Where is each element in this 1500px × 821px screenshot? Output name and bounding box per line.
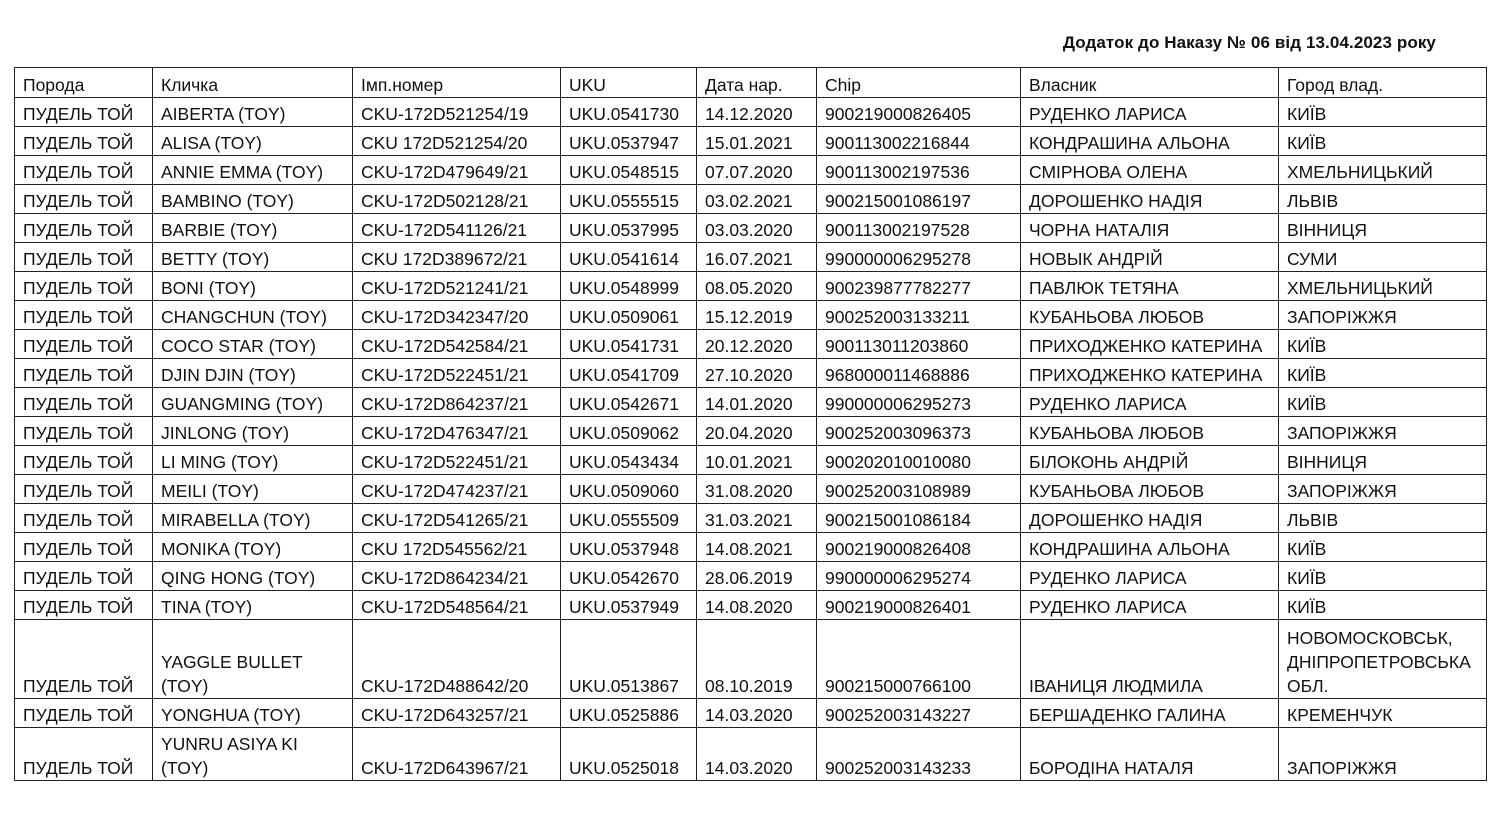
owner-cell: СМІРНОВА ОЛЕНА <box>1021 156 1279 185</box>
import-number-cell: CKU 172D545562/21 <box>353 533 561 562</box>
owner-cell: РУДЕНКО ЛАРИСА <box>1021 562 1279 591</box>
breed-cell: ПУДЕЛЬ ТОЙ <box>15 533 153 562</box>
birth-date-cell: 14.01.2020 <box>697 388 817 417</box>
import-number-cell: CKU 172D521254/20 <box>353 127 561 156</box>
import-number-cell: CKU-172D521241/21 <box>353 272 561 301</box>
dog-name-cell <box>153 620 353 699</box>
owner-cell: ДОРОШЕНКО НАДІЯ <box>1021 504 1279 533</box>
chip-cell: 900113011203860 <box>817 330 1021 359</box>
breed-cell: ПУДЕЛЬ ТОЙ <box>15 475 153 504</box>
table-row <box>15 214 1487 243</box>
chip-cell: 900252003143227 <box>817 699 1021 728</box>
city-cell: КИЇВ <box>1279 388 1487 417</box>
birth-date-cell: 20.12.2020 <box>697 330 817 359</box>
city-cell-line: ОБЛ. <box>1287 676 1329 696</box>
uku-cell: UKU.0541731 <box>561 330 697 359</box>
import-number-cell: CKU-172D488642/20 <box>353 620 561 699</box>
uku-cell: UKU.0509062 <box>561 417 697 446</box>
column-header: Імп.номер <box>353 68 561 98</box>
chip-cell: 900219000826401 <box>817 591 1021 620</box>
table-row <box>15 127 1487 156</box>
dog-name-cell: ANNIE EMMA (TOY) <box>153 156 353 185</box>
owner-cell: НОВЫК АНДРІЙ <box>1021 243 1279 272</box>
table-row <box>15 504 1487 533</box>
chip-cell: 900113002216844 <box>817 127 1021 156</box>
owner-cell: ПАВЛЮК ТЕТЯНА <box>1021 272 1279 301</box>
dog-name-cell: LI MING (TOY) <box>153 446 353 475</box>
import-number-cell: CKU-172D522451/21 <box>353 359 561 388</box>
city-cell: КИЇВ <box>1279 533 1487 562</box>
breed-cell: ПУДЕЛЬ ТОЙ <box>15 446 153 475</box>
chip-cell: 900252003096373 <box>817 417 1021 446</box>
uku-cell: UKU.0509060 <box>561 475 697 504</box>
import-number-cell: CKU-172D864234/21 <box>353 562 561 591</box>
uku-cell: UKU.0537948 <box>561 533 697 562</box>
dog-registry-table <box>14 67 1487 781</box>
chip-cell: 900215001086197 <box>817 185 1021 214</box>
dog-name-cell: BETTY (TOY) <box>153 243 353 272</box>
owner-cell: РУДЕНКО ЛАРИСА <box>1021 98 1279 127</box>
birth-date-cell: 07.07.2020 <box>697 156 817 185</box>
column-header: Город влад. <box>1279 68 1487 98</box>
birth-date-cell: 15.12.2019 <box>697 301 817 330</box>
breed-cell: ПУДЕЛЬ ТОЙ <box>15 301 153 330</box>
table-row <box>15 699 1487 728</box>
breed-cell: ПУДЕЛЬ ТОЙ <box>15 417 153 446</box>
import-number-cell: CKU-172D502128/21 <box>353 185 561 214</box>
dog-name-cell-line: YAGGLE BULLET <box>161 652 303 672</box>
city-cell: КИЇВ <box>1279 98 1487 127</box>
city-cell: ХМЕЛЬНИЦЬКИЙ <box>1279 156 1487 185</box>
chip-cell: 990000006295273 <box>817 388 1021 417</box>
city-cell-line: ДНІПРОПЕТРОВСЬКА <box>1287 652 1471 672</box>
chip-cell: 900202010010080 <box>817 446 1021 475</box>
column-header: Порода <box>15 68 153 98</box>
owner-cell: ПРИХОДЖЕНКО КАТЕРИНА <box>1021 330 1279 359</box>
birth-date-cell: 10.01.2021 <box>697 446 817 475</box>
birth-date-cell: 16.07.2021 <box>697 243 817 272</box>
birth-date-cell: 31.08.2020 <box>697 475 817 504</box>
breed-cell: ПУДЕЛЬ ТОЙ <box>15 359 153 388</box>
chip-cell: 900239877782277 <box>817 272 1021 301</box>
table-row <box>15 98 1487 127</box>
import-number-cell: CKU-172D474237/21 <box>353 475 561 504</box>
breed-cell: ПУДЕЛЬ ТОЙ <box>15 504 153 533</box>
table-row <box>15 620 1487 699</box>
city-cell: КРЕМЕНЧУК <box>1279 699 1487 728</box>
chip-cell: 900252003133211 <box>817 301 1021 330</box>
birth-date-cell: 20.04.2020 <box>697 417 817 446</box>
table-row <box>15 591 1487 620</box>
dog-name-cell: COCO STAR (TOY) <box>153 330 353 359</box>
dog-name-cell: ALISA (TOY) <box>153 127 353 156</box>
dog-name-cell <box>153 728 353 781</box>
birth-date-cell: 03.03.2020 <box>697 214 817 243</box>
import-number-cell: CKU-172D864237/21 <box>353 388 561 417</box>
chip-cell: 900252003108989 <box>817 475 1021 504</box>
table-row <box>15 728 1487 781</box>
dog-name-cell: QING HONG (TOY) <box>153 562 353 591</box>
table-row <box>15 243 1487 272</box>
table-row <box>15 359 1487 388</box>
uku-cell: UKU.0542671 <box>561 388 697 417</box>
birth-date-cell: 03.02.2021 <box>697 185 817 214</box>
uku-cell: UKU.0537949 <box>561 591 697 620</box>
column-header: UKU <box>561 68 697 98</box>
uku-cell: UKU.0548999 <box>561 272 697 301</box>
table-row <box>15 301 1487 330</box>
birth-date-cell: 08.10.2019 <box>697 620 817 699</box>
import-number-cell: CKU-172D342347/20 <box>353 301 561 330</box>
breed-cell: ПУДЕЛЬ ТОЙ <box>15 388 153 417</box>
breed-cell: ПУДЕЛЬ ТОЙ <box>15 98 153 127</box>
birth-date-cell: 14.12.2020 <box>697 98 817 127</box>
city-cell: ЗАПОРІЖЖЯ <box>1279 417 1487 446</box>
import-number-cell: CKU-172D643257/21 <box>353 699 561 728</box>
table-row <box>15 446 1487 475</box>
city-cell: КИЇВ <box>1279 359 1487 388</box>
uku-cell: UKU.0541614 <box>561 243 697 272</box>
table-row <box>15 562 1487 591</box>
breed-cell: ПУДЕЛЬ ТОЙ <box>15 243 153 272</box>
city-cell: ЛЬВІВ <box>1279 185 1487 214</box>
owner-cell: ЧОРНА НАТАЛІЯ <box>1021 214 1279 243</box>
dog-name-cell: MEILI (TOY) <box>153 475 353 504</box>
chip-cell: 968000011468886 <box>817 359 1021 388</box>
table-row <box>15 475 1487 504</box>
city-cell: ЗАПОРІЖЖЯ <box>1279 475 1487 504</box>
owner-cell: РУДЕНКО ЛАРИСА <box>1021 388 1279 417</box>
uku-cell: UKU.0548515 <box>561 156 697 185</box>
owner-cell: ДОРОШЕНКО НАДІЯ <box>1021 185 1279 214</box>
chip-cell: 900215000766100 <box>817 620 1021 699</box>
birth-date-cell: 14.03.2020 <box>697 699 817 728</box>
breed-cell: ПУДЕЛЬ ТОЙ <box>15 214 153 243</box>
birth-date-cell: 14.03.2020 <box>697 728 817 781</box>
table-row <box>15 272 1487 301</box>
owner-cell: БОРОДІНА НАТАЛЯ <box>1021 728 1279 781</box>
dog-name-cell: BAMBINO (TOY) <box>153 185 353 214</box>
uku-cell: UKU.0541730 <box>561 98 697 127</box>
import-number-cell: CKU-172D476347/21 <box>353 417 561 446</box>
dog-name-cell: MONIKA (TOY) <box>153 533 353 562</box>
dog-name-cell-line: (TOY) <box>161 676 209 696</box>
import-number-cell: CKU-172D479649/21 <box>353 156 561 185</box>
dog-name-cell: BONI (TOY) <box>153 272 353 301</box>
breed-cell: ПУДЕЛЬ ТОЙ <box>15 272 153 301</box>
city-cell-line: НОВОМОСКОВСЬК, <box>1287 628 1453 648</box>
import-number-cell: CKU 172D389672/21 <box>353 243 561 272</box>
document-header: Додаток до Наказу № 06 від 13.04.2023 року <box>1062 33 1436 52</box>
import-number-cell: CKU-172D522451/21 <box>353 446 561 475</box>
dog-name-cell: JINLONG (TOY) <box>153 417 353 446</box>
column-header: Chip <box>817 68 1021 98</box>
chip-cell: 900219000826405 <box>817 98 1021 127</box>
city-cell: ВІННИЦЯ <box>1279 446 1487 475</box>
dog-name-cell: YONGHUA (TOY) <box>153 699 353 728</box>
breed-cell: ПУДЕЛЬ ТОЙ <box>15 620 153 699</box>
table-row <box>15 533 1487 562</box>
dog-name-cell: DJIN DJIN (TOY) <box>153 359 353 388</box>
birth-date-cell: 14.08.2020 <box>697 591 817 620</box>
owner-cell: ІВАНИЦЯ ЛЮДМИЛА <box>1021 620 1279 699</box>
birth-date-cell: 08.05.2020 <box>697 272 817 301</box>
city-cell: ВІННИЦЯ <box>1279 214 1487 243</box>
city-cell: СУМИ <box>1279 243 1487 272</box>
import-number-cell: CKU-172D541265/21 <box>353 504 561 533</box>
city-cell: ЛЬВІВ <box>1279 504 1487 533</box>
import-number-cell: CKU-172D541126/21 <box>353 214 561 243</box>
table-row <box>15 185 1487 214</box>
birth-date-cell: 31.03.2021 <box>697 504 817 533</box>
owner-cell: КОНДРАШИНА АЛЬОНА <box>1021 127 1279 156</box>
breed-cell: ПУДЕЛЬ ТОЙ <box>15 728 153 781</box>
table-header-row <box>15 68 1487 98</box>
owner-cell: КУБАНЬОВА ЛЮБОВ <box>1021 301 1279 330</box>
import-number-cell: CKU-172D643967/21 <box>353 728 561 781</box>
uku-cell: UKU.0555515 <box>561 185 697 214</box>
chip-cell: 900113002197528 <box>817 214 1021 243</box>
uku-cell: UKU.0509061 <box>561 301 697 330</box>
city-cell <box>1279 620 1487 699</box>
owner-cell: КУБАНЬОВА ЛЮБОВ <box>1021 417 1279 446</box>
chip-cell: 900219000826408 <box>817 533 1021 562</box>
birth-date-cell: 27.10.2020 <box>697 359 817 388</box>
column-header: Власник <box>1021 68 1279 98</box>
import-number-cell: CKU-172D521254/19 <box>353 98 561 127</box>
table-row <box>15 156 1487 185</box>
city-cell: ЗАПОРІЖЖЯ <box>1279 301 1487 330</box>
table-row <box>15 417 1487 446</box>
uku-cell: UKU.0542670 <box>561 562 697 591</box>
dog-name-cell: GUANGMING (TOY) <box>153 388 353 417</box>
dog-name-cell: MIRABELLA (TOY) <box>153 504 353 533</box>
chip-cell: 900113002197536 <box>817 156 1021 185</box>
uku-cell: UKU.0525886 <box>561 699 697 728</box>
city-cell: ЗАПОРІЖЖЯ <box>1279 728 1487 781</box>
birth-date-cell: 15.01.2021 <box>697 127 817 156</box>
column-header: Дата нар. <box>697 68 817 98</box>
breed-cell: ПУДЕЛЬ ТОЙ <box>15 330 153 359</box>
owner-cell: КУБАНЬОВА ЛЮБОВ <box>1021 475 1279 504</box>
owner-cell: ПРИХОДЖЕНКО КАТЕРИНА <box>1021 359 1279 388</box>
uku-cell: UKU.0543434 <box>561 446 697 475</box>
owner-cell: КОНДРАШИНА АЛЬОНА <box>1021 533 1279 562</box>
owner-cell: БІЛОКОНЬ АНДРІЙ <box>1021 446 1279 475</box>
uku-cell: UKU.0513867 <box>561 620 697 699</box>
dog-name-cell: BARBIE (TOY) <box>153 214 353 243</box>
owner-cell: РУДЕНКО ЛАРИСА <box>1021 591 1279 620</box>
dog-name-cell-line: YUNRU ASIYA KI <box>161 734 298 754</box>
breed-cell: ПУДЕЛЬ ТОЙ <box>15 699 153 728</box>
import-number-cell: CKU-172D548564/21 <box>353 591 561 620</box>
breed-cell: ПУДЕЛЬ ТОЙ <box>15 185 153 214</box>
breed-cell: ПУДЕЛЬ ТОЙ <box>15 591 153 620</box>
city-cell: КИЇВ <box>1279 330 1487 359</box>
chip-cell: 990000006295274 <box>817 562 1021 591</box>
birth-date-cell: 28.06.2019 <box>697 562 817 591</box>
dog-name-cell: TINA (TOY) <box>153 591 353 620</box>
city-cell: КИЇВ <box>1279 562 1487 591</box>
uku-cell: UKU.0537995 <box>561 214 697 243</box>
import-number-cell: CKU-172D542584/21 <box>353 330 561 359</box>
city-cell: ХМЕЛЬНИЦЬКИЙ <box>1279 272 1487 301</box>
dog-name-cell: CHANGCHUN (TOY) <box>153 301 353 330</box>
uku-cell: UKU.0541709 <box>561 359 697 388</box>
city-cell: КИЇВ <box>1279 127 1487 156</box>
table-row <box>15 388 1487 417</box>
chip-cell: 900252003143233 <box>817 728 1021 781</box>
city-cell: КИЇВ <box>1279 591 1487 620</box>
dog-name-cell-line: (TOY) <box>161 758 209 778</box>
chip-cell: 900215001086184 <box>817 504 1021 533</box>
chip-cell: 990000006295278 <box>817 243 1021 272</box>
birth-date-cell: 14.08.2021 <box>697 533 817 562</box>
breed-cell: ПУДЕЛЬ ТОЙ <box>15 127 153 156</box>
column-header: Кличка <box>153 68 353 98</box>
breed-cell: ПУДЕЛЬ ТОЙ <box>15 562 153 591</box>
owner-cell: БЕРШАДЕНКО ГАЛИНА <box>1021 699 1279 728</box>
table-row <box>15 330 1487 359</box>
uku-cell: UKU.0537947 <box>561 127 697 156</box>
uku-cell: UKU.0555509 <box>561 504 697 533</box>
breed-cell: ПУДЕЛЬ ТОЙ <box>15 156 153 185</box>
dog-name-cell: AIBERTA (TOY) <box>153 98 353 127</box>
uku-cell: UKU.0525018 <box>561 728 697 781</box>
